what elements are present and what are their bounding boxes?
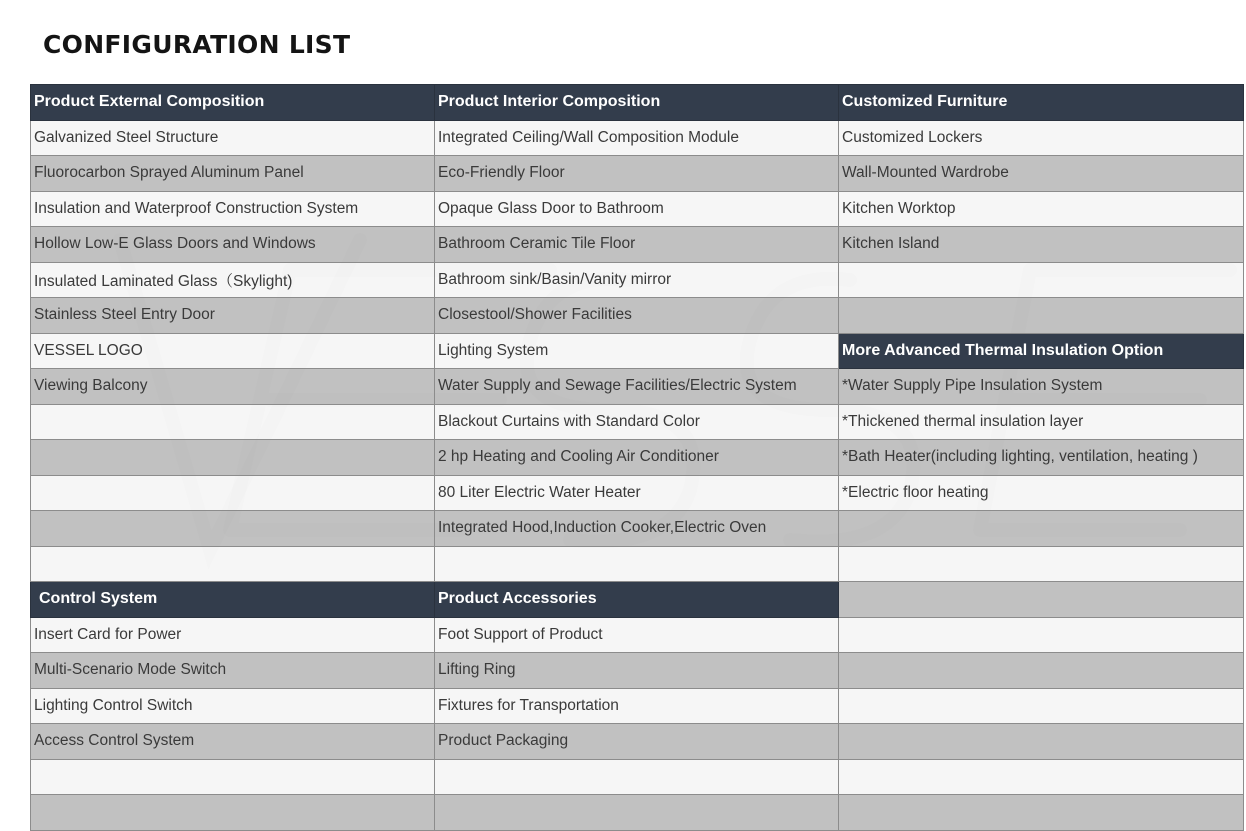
table-cell: 80 Liter Electric Water Heater [435, 475, 839, 511]
table-cell: Foot Support of Product [435, 617, 839, 653]
table-cell: *Bath Heater(including lighting, ventilation, heating ) [839, 440, 1244, 476]
table-cell: Bathroom Ceramic Tile Floor [435, 227, 839, 263]
section-header-interior: Product Interior Composition [435, 85, 839, 121]
table-cell-empty [839, 511, 1244, 547]
table-cell: *Electric floor heating [839, 475, 1244, 511]
table-cell-empty [839, 759, 1244, 795]
table-cell-empty [839, 688, 1244, 724]
table-row [31, 156, 1244, 192]
table-row [31, 795, 1244, 831]
table-cell: Viewing Balcony [31, 369, 435, 405]
table-cell: Kitchen Worktop [839, 191, 1244, 227]
table-cell: Lighting Control Switch [31, 688, 435, 724]
table-cell: VESSEL LOGO [31, 333, 435, 369]
table-cell: Integrated Hood,Induction Cooker,Electric Oven [435, 511, 839, 547]
table-cell: Stainless Steel Entry Door [31, 298, 435, 334]
table-cell-empty [31, 759, 435, 795]
table-cell: Bathroom sink/Basin/Vanity mirror [435, 262, 839, 298]
table-cell: Lifting Ring [435, 653, 839, 689]
table-cell: Blackout Curtains with Standard Color [435, 404, 839, 440]
table-cell: Eco-Friendly Floor [435, 156, 839, 192]
table-cell: Insert Card for Power [31, 617, 435, 653]
table-cell-empty [839, 653, 1244, 689]
table-cell: 2 hp Heating and Cooling Air Conditioner [435, 440, 839, 476]
table-row [31, 475, 1244, 511]
section-header-external: Product External Composition [31, 85, 435, 121]
table-row [31, 617, 1244, 653]
section-header-furniture: Customized Furniture [839, 85, 1244, 121]
table-cell-empty [435, 795, 839, 831]
table-row [31, 120, 1244, 156]
table-row [31, 227, 1244, 263]
table-cell: Access Control System [31, 724, 435, 760]
table-cell: Integrated Ceiling/Wall Composition Module [435, 120, 839, 156]
table-cell: *Thickened thermal insulation layer [839, 404, 1244, 440]
table-cell-empty [839, 298, 1244, 334]
table-row [31, 724, 1244, 760]
table-cell-empty [31, 546, 435, 582]
table-cell-empty [31, 475, 435, 511]
table-cell: Hollow Low-E Glass Doors and Windows [31, 227, 435, 263]
table-cell: Kitchen Island [839, 227, 1244, 263]
table-cell-empty [839, 582, 1244, 618]
table-row [31, 653, 1244, 689]
table-cell-empty [31, 404, 435, 440]
table-cell: Fluorocarbon Sprayed Aluminum Panel [31, 156, 435, 192]
table-cell: Closestool/Shower Facilities [435, 298, 839, 334]
table-row [31, 511, 1244, 547]
table-cell: Galvanized Steel Structure [31, 120, 435, 156]
table-cell: Fixtures for Transportation [435, 688, 839, 724]
table-cell: Insulated Laminated Glass（Skylight) [31, 262, 435, 298]
table-cell-empty [839, 262, 1244, 298]
table-row [31, 688, 1244, 724]
section-header-control: Control System [31, 582, 435, 618]
table-row [31, 582, 1244, 618]
table-row [31, 404, 1244, 440]
table-header-row [31, 85, 1244, 121]
table-cell-empty [31, 440, 435, 476]
section-header-accessories: Product Accessories [435, 582, 839, 618]
table-row [31, 546, 1244, 582]
table-cell: Water Supply and Sewage Facilities/Electric System [435, 369, 839, 405]
table-cell-empty [31, 795, 435, 831]
table-cell-empty [839, 617, 1244, 653]
table-cell-empty [31, 511, 435, 547]
table-cell: Multi-Scenario Mode Switch [31, 653, 435, 689]
table-cell: *Water Supply Pipe Insulation System [839, 369, 1244, 405]
section-header-thermal: More Advanced Thermal Insulation Option [839, 333, 1244, 369]
table-cell: Lighting System [435, 333, 839, 369]
table-row [31, 262, 1244, 298]
table-cell: Insulation and Waterproof Construction System [31, 191, 435, 227]
table-cell: Opaque Glass Door to Bathroom [435, 191, 839, 227]
table-row [31, 369, 1244, 405]
configuration-table [30, 84, 1244, 831]
table-cell-empty [839, 795, 1244, 831]
table-row [31, 759, 1244, 795]
table-row [31, 298, 1244, 334]
table-row [31, 333, 1244, 369]
table-cell: Customized Lockers [839, 120, 1244, 156]
table-cell: Wall-Mounted Wardrobe [839, 156, 1244, 192]
table-cell-empty [435, 546, 839, 582]
table-row [31, 191, 1244, 227]
table-row [31, 440, 1244, 476]
table-cell-empty [435, 759, 839, 795]
table-cell-empty [839, 724, 1244, 760]
page-title: CONFIGURATION LIST [43, 30, 351, 59]
table-cell-empty [839, 546, 1244, 582]
table-cell: Product Packaging [435, 724, 839, 760]
